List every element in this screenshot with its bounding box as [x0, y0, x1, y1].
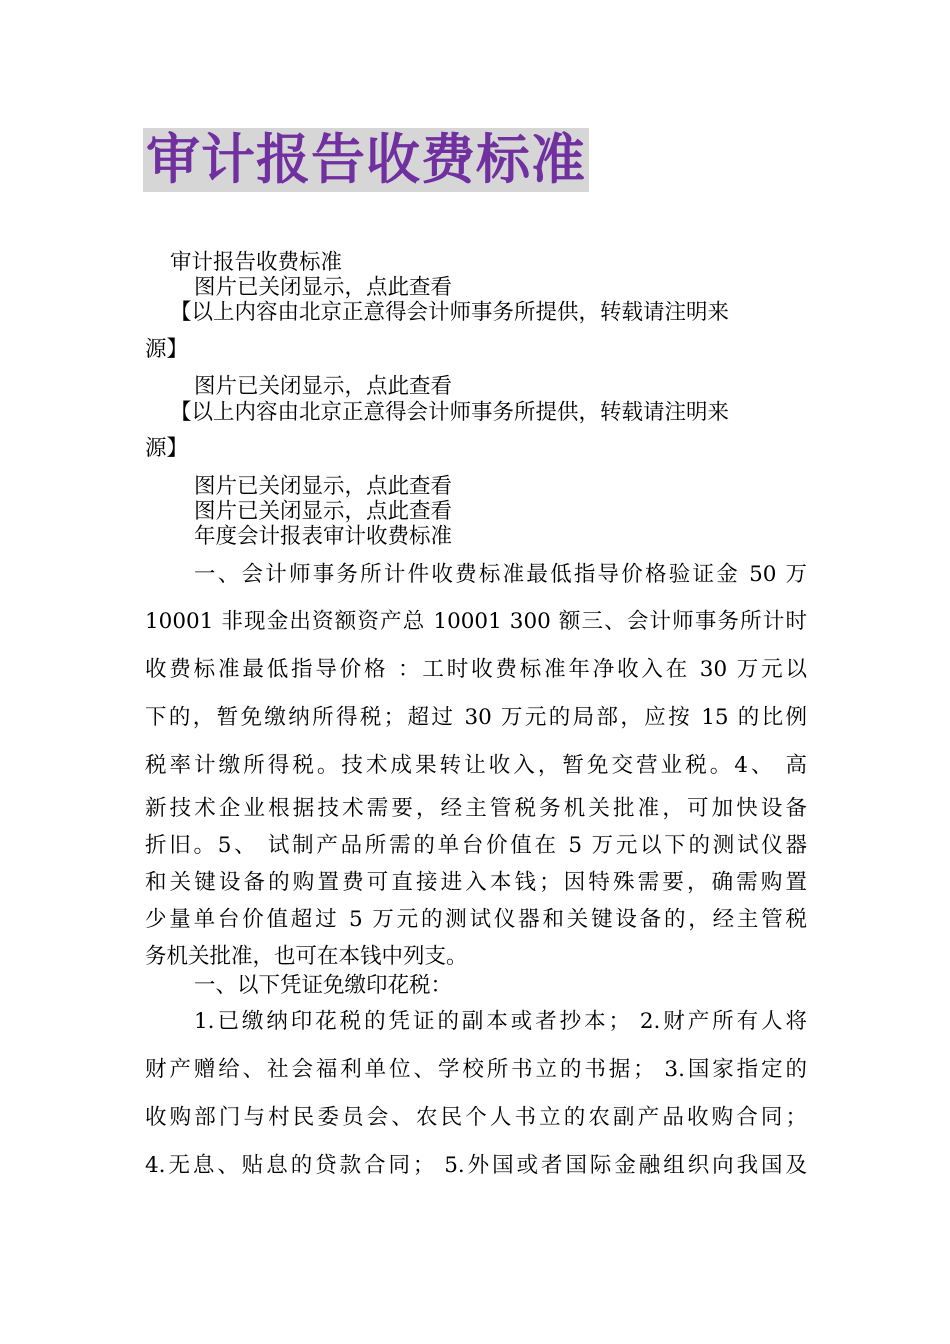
subtitle-line: 审计报告收费标准	[170, 250, 343, 275]
source-note-line: 【以上内容由北京正意得会计师事务所提供，转载请注明来	[170, 400, 730, 425]
paragraph-line: 财产赠给、社会福利单位、学校所书立的书据； 3.国家指定的	[145, 1057, 807, 1082]
image-placeholder-link[interactable]: 图片已关闭显示，点此查看	[194, 499, 453, 524]
paragraph-line: 少量单台价值超过 5 万元的测试仪器和关键设备的，经主管税	[145, 907, 807, 932]
paragraph-line: 1.已缴纳印花税的凭证的副本或者抄本； 2.财产所有人将	[194, 1009, 807, 1034]
document-title: 审计报告收费标准	[143, 128, 589, 192]
paragraph-line: 4.无息、贴息的贷款合同； 5.外国或者国际金融组织向我国及	[145, 1153, 807, 1178]
section-heading: 一、以下凭证免缴印花税：	[194, 973, 453, 998]
paragraph-line: 下的，暂免缴纳所得税；超过 30 万元的局部，应按 15 的比例	[145, 705, 807, 730]
paragraph-line: 和关键设备的购置费可直接进入本钱；因特殊需要，确需购置	[145, 870, 807, 895]
section-heading: 年度会计报表审计收费标准	[194, 524, 453, 549]
paragraph-line: 务机关批准，也可在本钱中列支。	[145, 944, 468, 969]
source-note-line: 【以上内容由北京正意得会计师事务所提供，转载请注明来	[170, 300, 730, 325]
paragraph-line: 税率计缴所得税。技术成果转让收入，暂免交营业税。4、 高	[145, 753, 807, 778]
paragraph-line: 新技术企业根据技术需要，经主管税务机关批准，可加快设备	[145, 796, 807, 821]
image-placeholder-link[interactable]: 图片已关闭显示，点此查看	[194, 374, 453, 399]
image-placeholder-link[interactable]: 图片已关闭显示，点此查看	[194, 275, 453, 300]
paragraph-line: 收购部门与村民委员会、农民个人书立的农副产品收购合同；	[145, 1105, 807, 1130]
paragraph-line: 一、会计师事务所计件收费标准最低指导价格验证金 50 万	[194, 562, 807, 587]
source-note-line-end: 源】	[145, 337, 189, 362]
paragraph-line: 折旧。5、 试制产品所需的单台价值在 5 万元以下的测试仪器	[145, 833, 807, 858]
source-note-line-end: 源】	[145, 436, 189, 461]
paragraph-line: 10001 非现金出资额资产总 10001 300 额三、会计师事务所计时	[145, 609, 807, 634]
image-placeholder-link[interactable]: 图片已关闭显示，点此查看	[194, 474, 453, 499]
paragraph-line: 收费标准最低指导价格 ：工时收费标准年净收入在 30 万元以	[145, 657, 807, 682]
